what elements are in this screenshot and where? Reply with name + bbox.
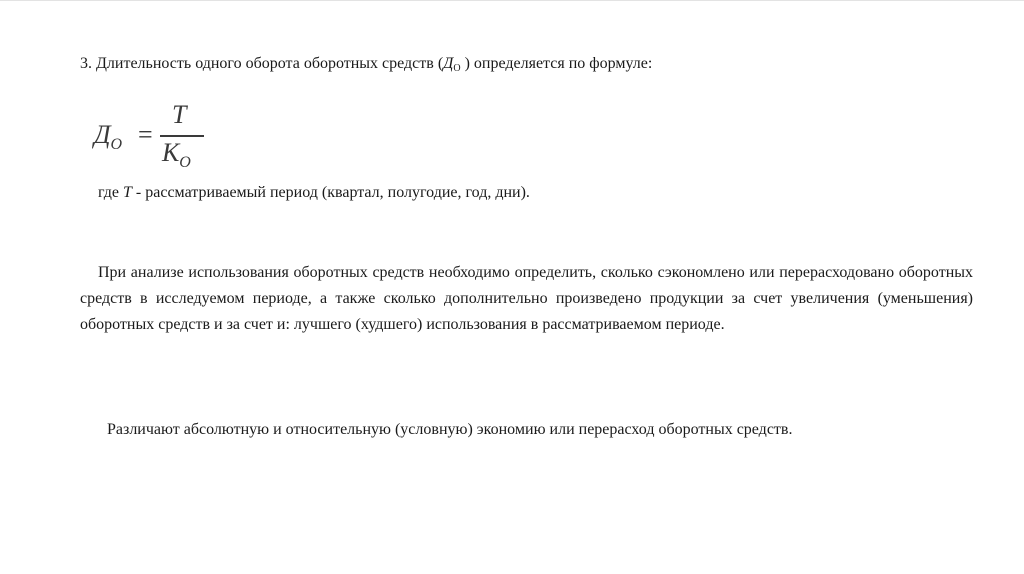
formula-lhs-letter: Д [94, 120, 111, 149]
formula-denominator [162, 138, 191, 172]
analysis-paragraph: При анализе использования оборотных средств необходимо определить, сколько сэкономлено или перерасходовано оборотных средств в исследуемом периоде, а также сколько дополнительно произведено продукции за счет увеличения (уменьшения) оборотных средств и за счет и: лучшего (худшего) использования в рассматриваемом периоде. [80, 264, 973, 333]
formula-lhs-sub: О [110, 136, 123, 153]
where-rest: - рассматриваемый период (квартал, полугодие, год, дни). [131, 184, 530, 201]
formula-equals: = [138, 120, 153, 149]
heading-symbol-sub: О [453, 63, 461, 74]
where-symbol: Т [123, 184, 132, 201]
heading-before: 3. Длительность одного оборота оборотных средств ( [80, 55, 444, 72]
formula-denominator-letter: К [162, 138, 180, 167]
where-text [98, 183, 530, 203]
heading-after: ) определяется по формуле: [460, 55, 653, 72]
formula-fraction-bar [160, 135, 204, 137]
formula-denominator-sub: О [179, 154, 191, 171]
formula [94, 100, 214, 172]
heading-text [80, 54, 652, 74]
closing-text: Различают абсолютную и относительную (условную) экономию или перерасход оборотных средств. [107, 421, 793, 438]
heading-symbol: Д [443, 55, 454, 72]
where-prefix: где [98, 184, 124, 201]
top-divider [0, 0, 1024, 1]
formula-numerator: Т [172, 100, 187, 129]
formula-lhs [94, 120, 122, 154]
